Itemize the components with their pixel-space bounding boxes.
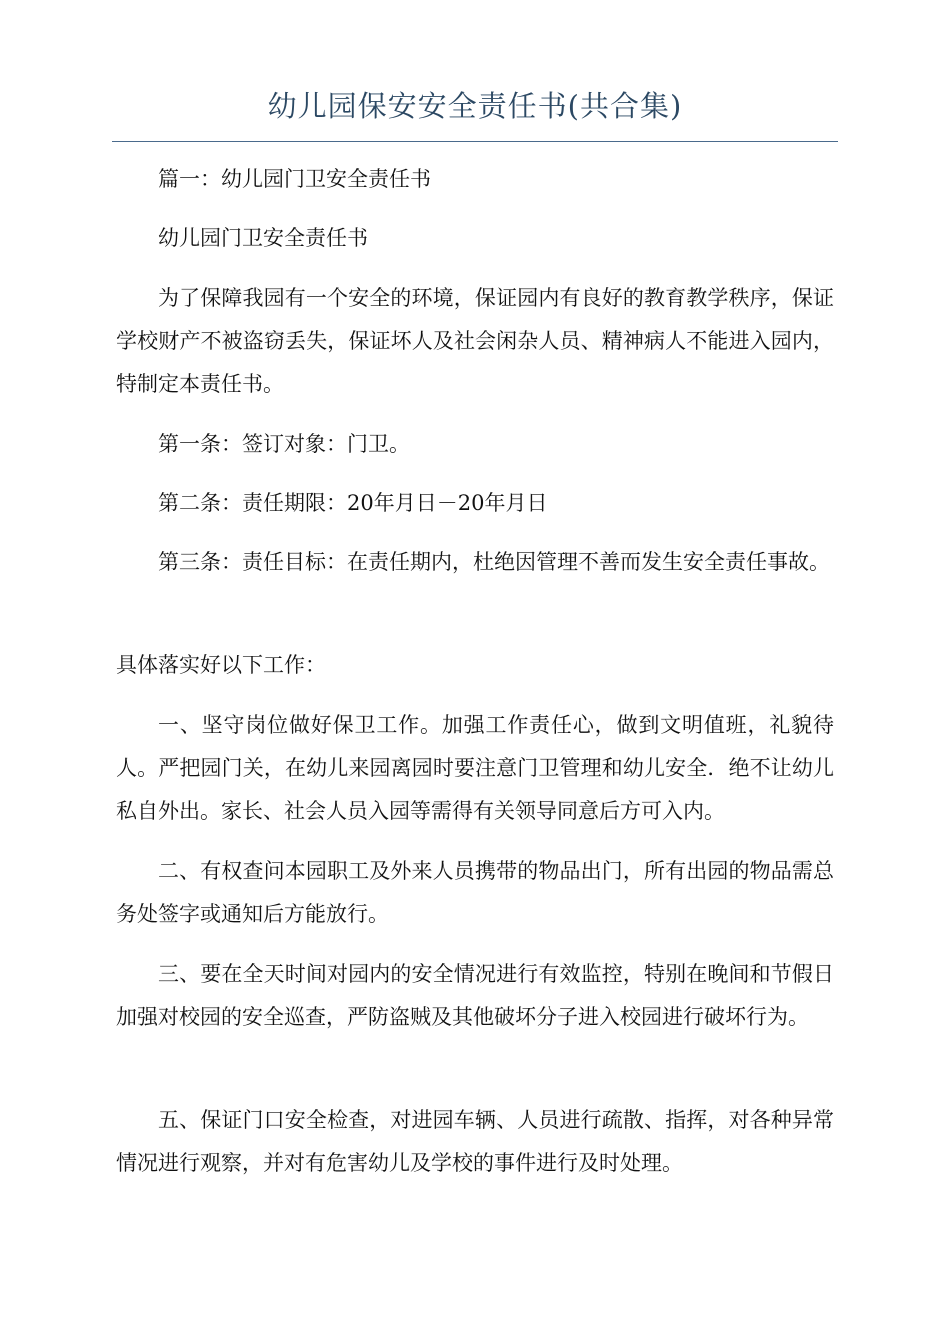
duty-item-5: 五、保证门口安全检查，对进园车辆、人员进行疏散、指挥，对各种异常情况进行观察，并对有危害幼儿及学校的事件进行及时处理。 (116, 1108, 834, 1175)
duty-item-1: 一、坚守岗位做好保卫工作。加强工作责任心，做到文明值班，礼貌待人。严把园门关，在幼儿来园离园时要注意门卫管理和幼儿安全．绝不让幼儿私自外出。家长、社会人员入园等需得有关领导同意后方可入内。 (116, 713, 834, 823)
work-list-heading: 具体落实好以下工作： (116, 653, 326, 677)
document-title: 幼儿园保安安全责任书(共合集) (267, 89, 683, 123)
article-one: 第一条：签订对象：门卫。 (158, 432, 410, 456)
article-two: 第二条：责任期限：20年月日－20年月日 (158, 491, 548, 515)
intro-paragraph: 为了保障我园有一个安全的环境，保证园内有良好的教育教学秩序，保证学校财产不被盗窃丢失，保证坏人及社会闲杂人员、精神病人不能进入园内，特制定本责任书。 (116, 286, 834, 396)
duty-item-3: 三、要在全天时间对园内的安全情况进行有效监控，特别在晚间和节假日加强对校园的安全巡查，严防盗贼及其他破坏分子进入校园进行破坏行为。 (116, 962, 834, 1029)
duty-item-2: 二、有权查问本园职工及外来人员携带的物品出门，所有出园的物品需总务处签字或通知后方能放行。 (116, 859, 834, 926)
section-heading: 篇一：幼儿园门卫安全责任书 (158, 167, 431, 191)
title-divider (112, 141, 838, 142)
document-subtitle: 幼儿园门卫安全责任书 (158, 226, 368, 250)
article-three: 第三条：责任目标：在责任期内，杜绝因管理不善而发生安全责任事故。 (158, 550, 830, 574)
